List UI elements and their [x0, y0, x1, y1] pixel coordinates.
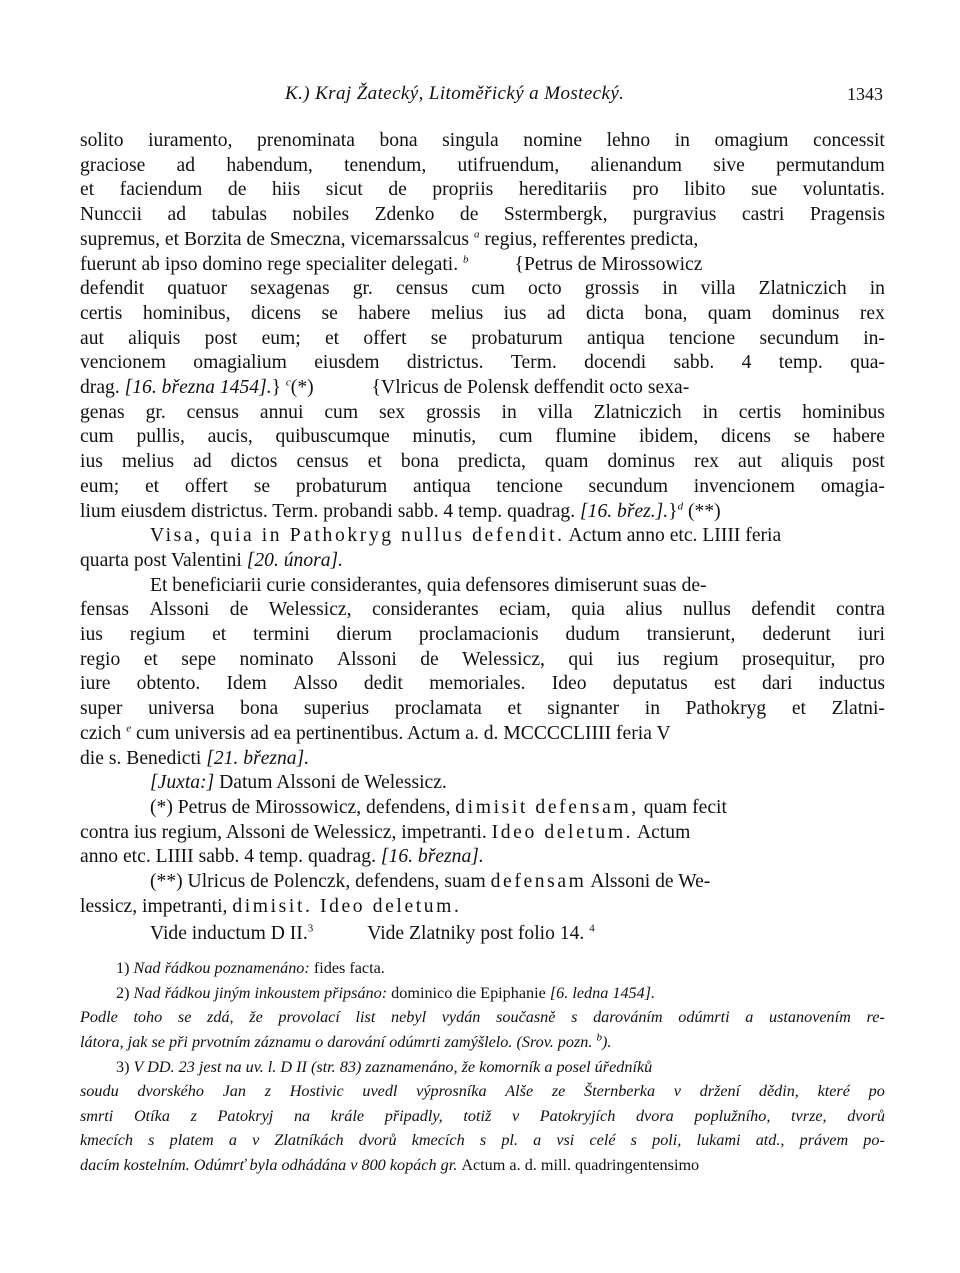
- vide-line: Vide inductum D II.$^3$ Vide Zlatniky post folio 14. $^4$: [150, 921, 595, 944]
- footnote-1: 1) Nad řádkou poznamenáno: fides facta.: [116, 959, 385, 978]
- text-line: [Juxta:] Datum Alssoni de Welessicz.: [150, 772, 447, 794]
- text-line: super universa bona superius proclamata et signanter in Pathokryg et Zlatni-: [80, 698, 885, 720]
- text-line: fuerunt ab ipso domino rege specialiter delegati. $^b$ {Petrus de Mirossowicz: [80, 252, 703, 275]
- footnotes: [80, 956, 885, 1177]
- text-line: cum pullis, aucis, quibuscumque minutis, cum flumine ibidem, dicens se habere: [80, 426, 885, 448]
- text-line: fensas Alssoni de Welessicz, considerantes eciam, quia alius nullus defendit contra: [80, 599, 885, 621]
- text-line: anno etc. LIIII sabb. 4 temp. quadrag. [16. března].: [80, 846, 484, 868]
- text-line: supremus, et Borzita de Smeczna, vicemarssalcus $^a$ regius, refferentes predicta,: [80, 228, 699, 250]
- paragraph-juxta: [80, 771, 885, 796]
- footnote-mark: c: [285, 376, 291, 389]
- text-line: czich $^e$ cum universis ad ea pertinentibus. Actum a. d. MCCCCLIIII feria V: [80, 722, 671, 744]
- text-line: solito iuramento, prenominata bona singula nomine lehno in omagium concessit: [80, 130, 885, 151]
- page-header: [80, 83, 885, 113]
- text-line: (**) Ulricus de Polenczk, defendens, suam defensam Alssoni de We-: [150, 871, 711, 893]
- text-line: eum; et offert se probaturum antiqua tencione secundum invencionem omagia-: [80, 475, 885, 497]
- paragraph-judgement: [80, 574, 885, 772]
- text-line: graciose ad habendum, tenendum, utifruendum, alienandum sive permutandum: [80, 154, 885, 176]
- text-line: ius regium et termini dierum proclamacionis dudum transierunt, dederunt iuri: [80, 624, 885, 646]
- footnote-mark: d: [677, 500, 684, 513]
- text-line: regio et sepe nominato Alssoni de Welessicz, qui ius regium prosequitur, pro: [80, 648, 885, 670]
- text-line: lium eiusdem districtus. Term. probandi sabb. 4 temp. quadrag. [16. břez.].}$^d$ (**): [80, 500, 721, 522]
- paragraph-proclamation: [80, 129, 885, 574]
- text-line: (*) Petrus de Mirossowicz, defendens, dimisit defensam, quam fecit: [150, 796, 727, 818]
- text-line: iure obtento. Idem Alsso dedit memoriales. Ideo deputatus est dari inductus: [80, 673, 885, 695]
- page: [80, 83, 885, 1178]
- text-line: quarta post Valentini [20. února].: [80, 549, 344, 571]
- text-line: Et beneficiarii curie considerantes, quia defensores dimiserunt suas de-: [150, 574, 707, 596]
- footnote-2: 2) Nad řádkou jiným inkoustem připsáno: dominico die Epiphanie [6. ledna 1454]. Podle toho se zdá, že provolací list nebyl vydán současně s darováním odúmrti a ustanovením re- látora, jak se při prvotním záznamu o darování odúmrti zamýšlelo. (Srov. pozn. $^b$).: [80, 983, 885, 1051]
- text-line: lessicz, impetranti, dimisit. Ideo deletum.: [80, 895, 462, 917]
- footnote-mark: a: [473, 228, 480, 241]
- text-line: vencionem omagialium eiusdem districtus. Term. docendi sabb. 4 temp. qua-: [80, 352, 885, 374]
- page-number: 1343: [847, 84, 883, 104]
- text-line: Visa, quia in Pathokryg nullus defendit. Actum anno etc. LIIII feria: [150, 525, 782, 547]
- footnote-ref: 4: [589, 921, 595, 934]
- running-head: K.) Kraj Žatecký, Litoměřický a Mostecký.: [285, 83, 625, 104]
- text-line: et faciendum de hiis sicut de propriis hereditariis pro libito sue voluntatis.: [80, 179, 885, 201]
- text-line: contra ius regium, Alssoni de Welessicz, impetranti. Ideo deletum. Actum: [80, 821, 691, 843]
- text-line: genas gr. census annui cum sex grossis in villa Zlatniczich in certis hominibus: [80, 401, 885, 423]
- footnote-mark: e: [126, 722, 132, 735]
- text-line: die s. Benedicti [21. března].: [80, 747, 310, 769]
- text-line: certis hominibus, dicens se habere melius ius ad dicta bona, quam dominus rex: [80, 302, 885, 324]
- footnote-ref: 3: [307, 921, 314, 934]
- main-text: [80, 129, 885, 946]
- text-line: aut aliquis post eum; et offert se probaturum antiqua tencione secundum in-: [80, 327, 885, 349]
- text-line: Nunccii ad tabulas nobiles Zdenko de Sstermbergk, purgravius castri Pragensis: [80, 204, 885, 226]
- paragraph-note-single: [80, 796, 885, 870]
- text-line: drag. [16. března 1454].} $^c$(*) {Vlricus de Polensk deffendit octo sexa-: [80, 376, 690, 399]
- paragraph-note-double: [80, 870, 885, 919]
- text-line: ius melius ad dictos census et bona predicta, quam dominus rex aut aliquis post: [80, 451, 885, 473]
- footnote-3: 3) V DD. 23 jest na uv. l. D II (str. 83) zaznamenáno, že komorník a posel úředníků soudu dvorského Jan z Hostivic uvedl výprosníka Alše ze Šternberka v držení dědin, které po smrti Otíka z Patokryj na krále připadly, totiž v Patokryjích dvora poplužního, tvrze, dvorů kmecích s platem a v Zlatníkách dvorů kmecích s pl. a vsi celé s poli, lukami atd., právem po- dacím kostelním. Odúmrť byla odhádána v 800 kopách gr. Actum a. d. mill. quadringentensimo: [80, 1057, 885, 1174]
- footnote-mark: b: [463, 252, 469, 265]
- text-line: defendit quatuor sexagenas gr. census cum octo grossis in villa Zlatniczich in: [80, 278, 885, 300]
